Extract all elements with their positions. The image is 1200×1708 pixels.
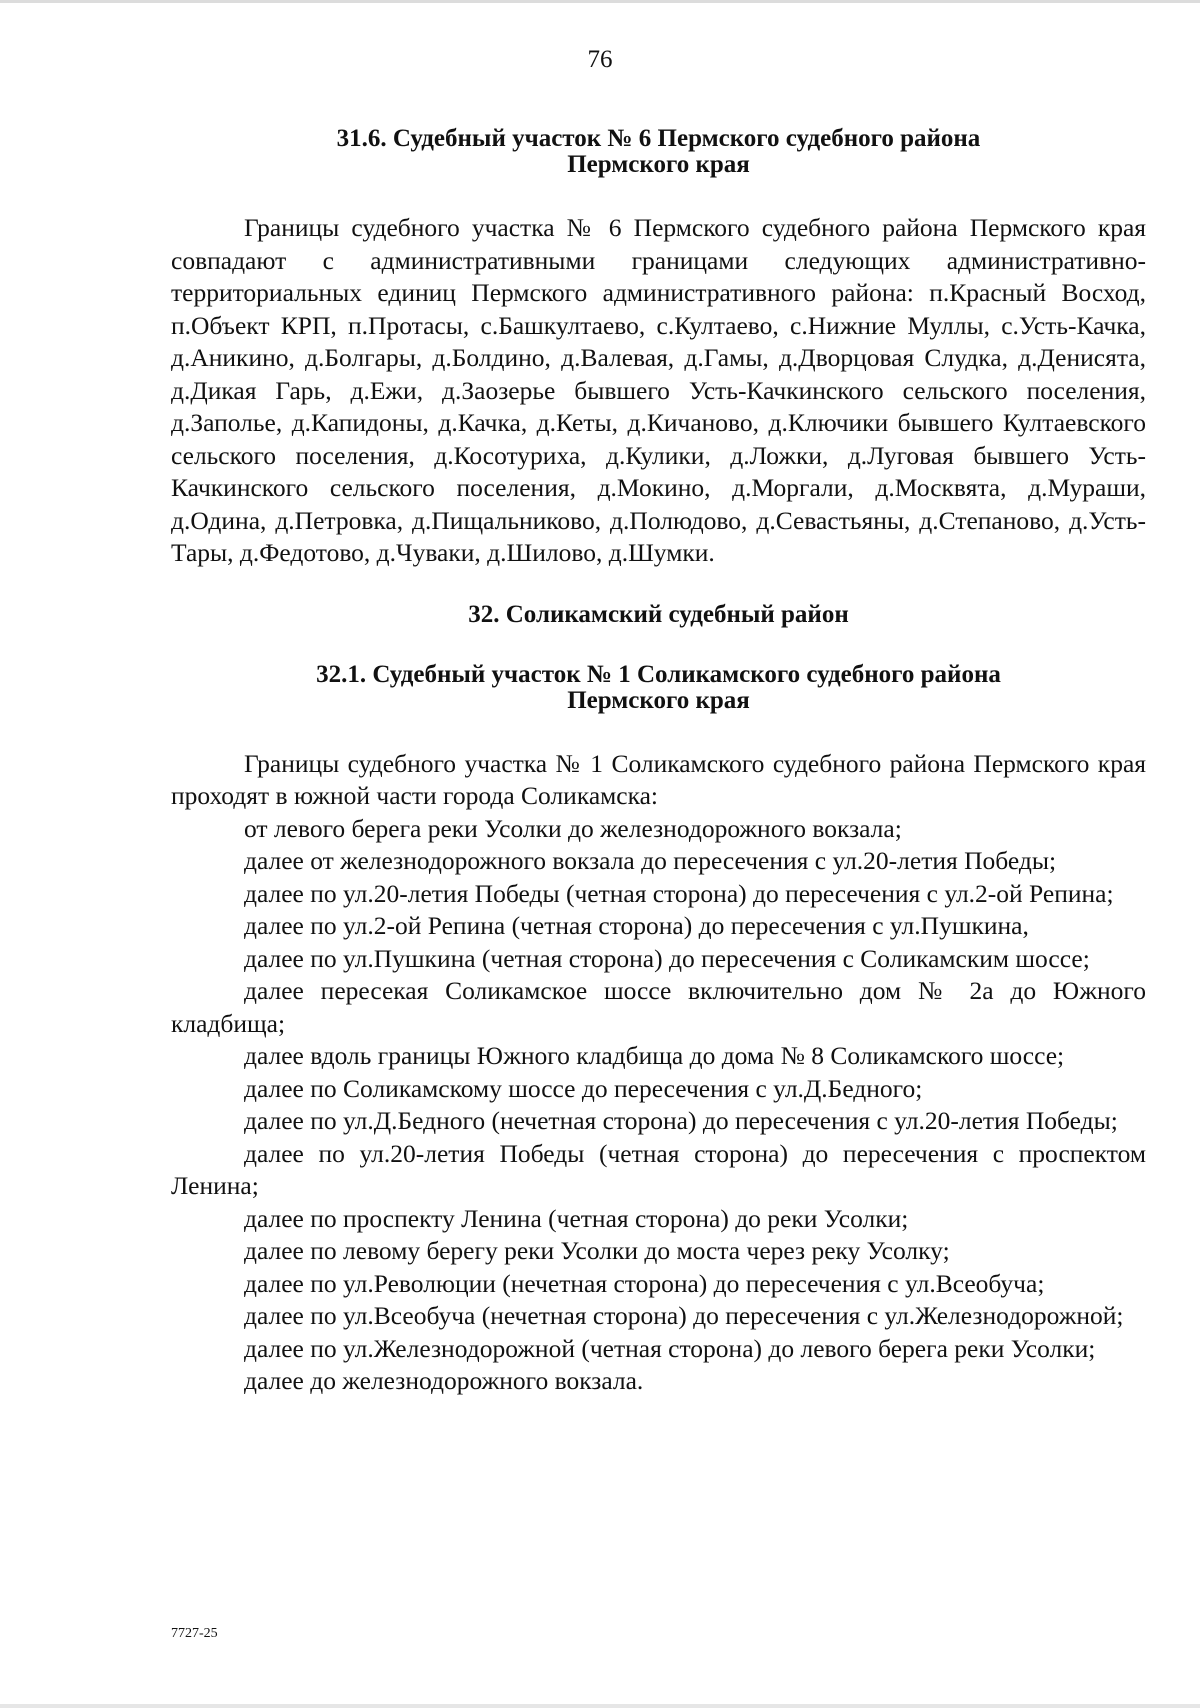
scan-edge-top <box>0 0 1200 3</box>
boundary-rule: далее по Соликамскому шоссе до пересечения с ул.Д.Бедного; <box>244 1073 923 1103</box>
section-31-6-text: Границы судебного участка № 6 Пермского судебного района Пермского края совпадают с административными границами следующих административно-территориальных единиц Пермского административного района: п.Красный Восход, п.Объект КРП, п.Протасы, с.Башкултаево, с.Култаево, с.Нижние Муллы, с.Усть-Качка, д.Аникино, д.Болгары, д.Болдино, д.Валевая, д.Гамы, д.Дворцовая Слудка, д.Денисята, д.Дикая Гарь, д.Ежи, д.Заозерье бывшего Усть-Качкинского сельского поселения, д.Заполье, д.Капидоны, д.Качка, д.Кеты, д.Кичаново, д.Ключики бывшего Култаевского сельского поселения, д.Косотуриха, д.Кулики, д.Ложки, д.Луговая бывшего Усть-Качкинского сельского поселения, д.Мокино, д.Моргали, д.Москвята, д.Мураши, д.Одина, д.Петровка, д.Пищальниково, д.Полюдово, д.Севастьяны, д.Степаново, д.Усть-Тары, д.Федотово, д.Чуваки, д.Шилово, д.Шумки. <box>171 213 1146 567</box>
document-code: 7727-25 <box>171 1626 218 1641</box>
section-32-1-heading-line2: Пермского края <box>567 686 750 714</box>
boundary-rule: далее по ул.Железнодорожной (четная сторона) до левого берега реки Усолки; <box>244 1333 1096 1363</box>
boundary-rule: от левого берега реки Усолки до железнодорожного вокзала; <box>244 813 902 843</box>
document-body <box>171 126 1146 1398</box>
boundary-rule: далее по ул.Всеобуча (нечетная сторона) до пересечения с ул.Железнодорожной; <box>244 1301 1124 1330</box>
section-31-6-heading-line2: Пермского края <box>567 151 750 178</box>
section-32-heading: 32. Соликамский судебный район <box>468 600 849 628</box>
scan-edge-bottom <box>0 1704 1200 1708</box>
page-number: 76 <box>587 46 613 73</box>
boundary-rule: далее по проспекту Ленина (четная сторона) до реки Усолки; <box>244 1203 909 1233</box>
boundary-rules-list <box>171 813 1146 1398</box>
boundary-rule: далее по ул.Пушкина (четная сторона) до пересечения с Соликамским шоссе; <box>244 943 1090 973</box>
boundary-rule: далее по ул.Д.Бедного (нечетная сторона) до пересечения с ул.20-летия Победы; <box>244 1106 1118 1135</box>
boundary-rule: далее по ул.Революции (нечетная сторона) до пересечения с ул.Всеобуча; <box>244 1268 1045 1298</box>
section-31-6-heading <box>171 126 1146 178</box>
section-32-1-intro: Границы судебного участка № 1 Соликамского судебного района Пермского края проходят в южной части города Соликамска: <box>171 748 1146 810</box>
boundary-rule: далее вдоль границы Южного кладбища до дома № 8 Соликамского шоссе; <box>244 1041 1065 1070</box>
boundary-rule: далее от железнодорожного вокзала до пересечения с ул.20-летия Победы; <box>244 846 1057 875</box>
section-32-1-heading-line1: 32.1. Судебный участок № 1 Соликамского судебного района <box>316 660 1001 688</box>
boundary-rule: далее по ул.2-ой Репина (четная сторона) до пересечения с ул.Пушкина, <box>244 911 1029 940</box>
boundary-rule: далее до железнодорожного вокзала. <box>244 1366 644 1395</box>
boundary-rule: далее по левому берегу реки Усолки до моста через реку Усолку; <box>244 1236 950 1265</box>
boundary-rule: далее пересекая Соликамское шоссе включительно дом № 2а до Южного кладбища; <box>171 976 1146 1038</box>
boundary-rule: далее по ул.20-летия Победы (четная сторона) до пересечения с проспектом Ленина; <box>171 1138 1146 1200</box>
boundary-rule: далее по ул.20-летия Победы (четная сторона) до пересечения с ул.2-ой Репина; <box>244 878 1114 908</box>
section-31-6-heading-line1: 31.6. Судебный участок № 6 Пермского судебного района <box>336 125 981 152</box>
section-32-1-heading <box>171 662 1146 714</box>
